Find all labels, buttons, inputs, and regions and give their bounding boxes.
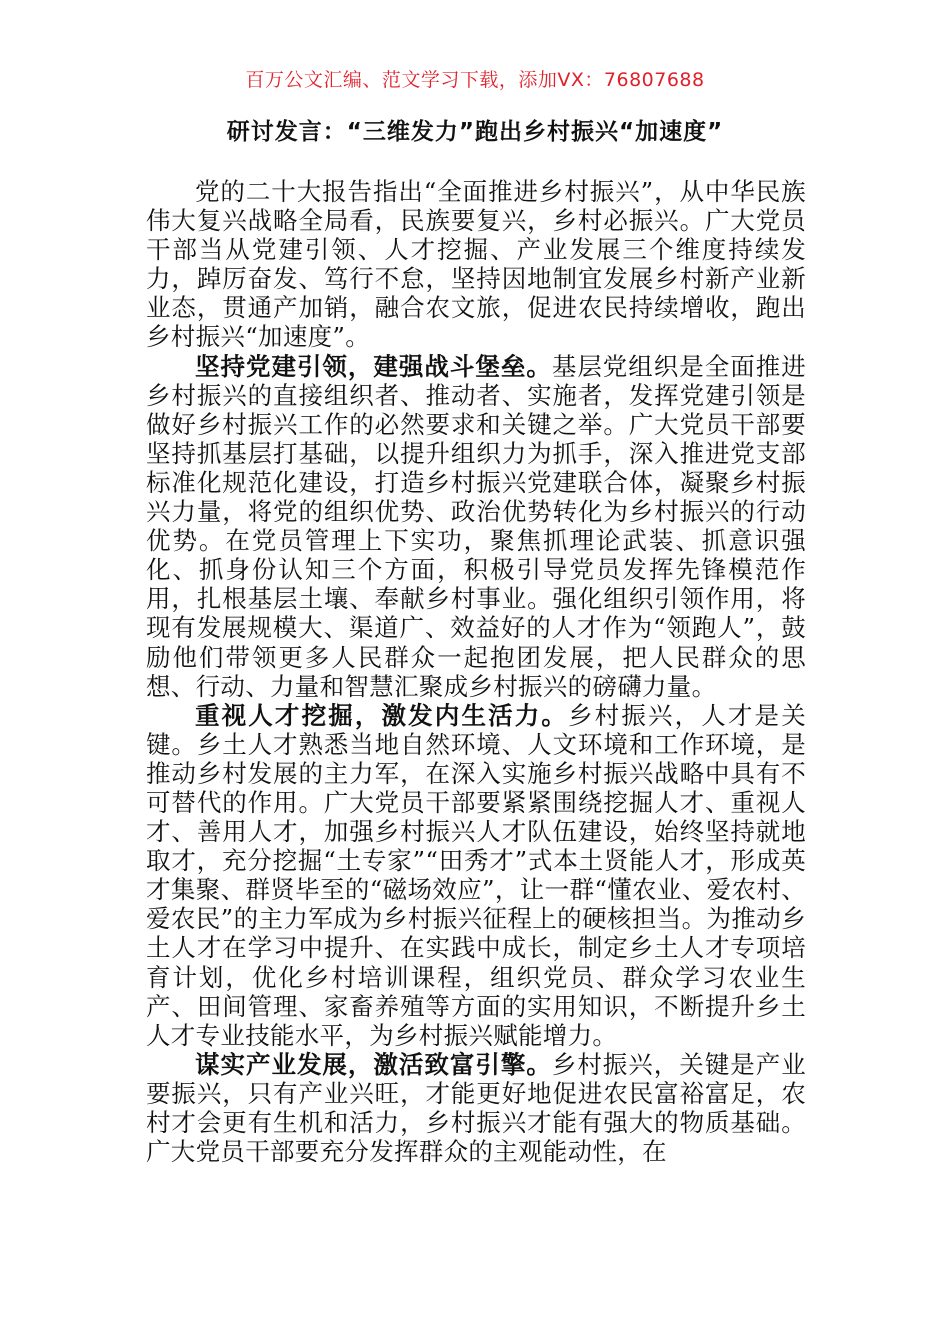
document-title: 研讨发言：“三维发力”跑出乡村振兴“加速度” bbox=[226, 119, 724, 145]
paragraph-talent bbox=[146, 701, 806, 1050]
paragraph-talent-lead: 重视人才挖掘，激发内生活力。 bbox=[195, 700, 569, 730]
paragraph-intro bbox=[146, 177, 806, 352]
paragraph-talent-text: 乡村振兴，人才是关键。乡土人才熟悉当地自然环境、人文环境和工作环境，是推动乡村发展的主力军，在深入实施乡村振兴战略中具有不可替代的作用。广大党员干部要紧紧围绕挖掘人才、重视人才、善用人才，加强乡村振兴人才队伍建设，始终坚持就地取才，充分挖掘“土专家”“田秀才”式本土贤能人才，形成英才集聚、群贤毕至的“磁场效应”，让一群“懂农业、爱农村、爱农民”的主力军成为乡村振兴征程上的硬核担当。为推动乡土人才在学习中提升、在实践中成长，制定乡土人才专项培育计划，优化乡村培训课程，组织党员、群众学习农业生产、田间管理、家畜养殖等方面的实用知识，不断提升乡土人才专业技能水平，为乡村振兴赋能增力。 bbox=[146, 700, 806, 1050]
paragraph-industry-lead: 谋实产业发展，激活致富引擎。 bbox=[195, 1049, 552, 1079]
paragraph-party-building-lead: 坚持党建引领，建强战斗堡垒。 bbox=[195, 351, 552, 381]
document-body bbox=[146, 177, 806, 1166]
paragraph-party-building bbox=[146, 352, 806, 701]
paragraph-party-building-text: 基层党组织是全面推进乡村振兴的直接组织者、推动者、实施者，发挥党建引领是做好乡村振兴工作的必然要求和关键之举。广大党员干部要坚持抓基层打基础，以提升组织力为抓手，深入推进党支部标准化规范化建设，打造乡村振兴党建联合体，凝聚乡村振兴力量，将党的组织优势、政治优势转化为乡村振兴的行动优势。在党员管理上下实功，聚焦抓理论武装、抓意识强化、抓身份认知三个方面，积极引导党员发挥先锋模范作用，扎根基层土壤、奉献乡村事业。强化组织引领作用，将现有发展规模大、渠道广、效益好的人才作为“领跑人”，鼓励他们带领更多人民群众一起抱团发展，把人民群众的思想、行动、力量和智慧汇聚成乡村振兴的磅礴力量。 bbox=[146, 351, 807, 701]
paragraph-industry bbox=[146, 1050, 806, 1166]
paragraph-industry-text: 乡村振兴，关键是产业要振兴，只有产业兴旺，才能更好地促进农民富裕富足，农村才会更有生机和活力，乡村振兴才能有强大的物质基础。广大党员干部要充分发挥群众的主观能动性，在 bbox=[146, 1049, 807, 1167]
paragraph-intro-text: 党的二十大报告指出“全面推进乡村振兴”，从中华民族伟大复兴战略全局看，民族要复兴，乡村必振兴。广大党员干部当从党建引领、人才挖掘、产业发展三个维度持续发力，踔厉奋发、笃行不怠，坚持因地制宜发展乡村新产业新业态，贯通产加销，融合农文旅，促进农民持续增收，跑出乡村振兴“加速度”。 bbox=[146, 177, 806, 352]
watermark-header: 百万公文汇编、范文学习下载，添加VX：76807688 bbox=[245, 69, 705, 91]
